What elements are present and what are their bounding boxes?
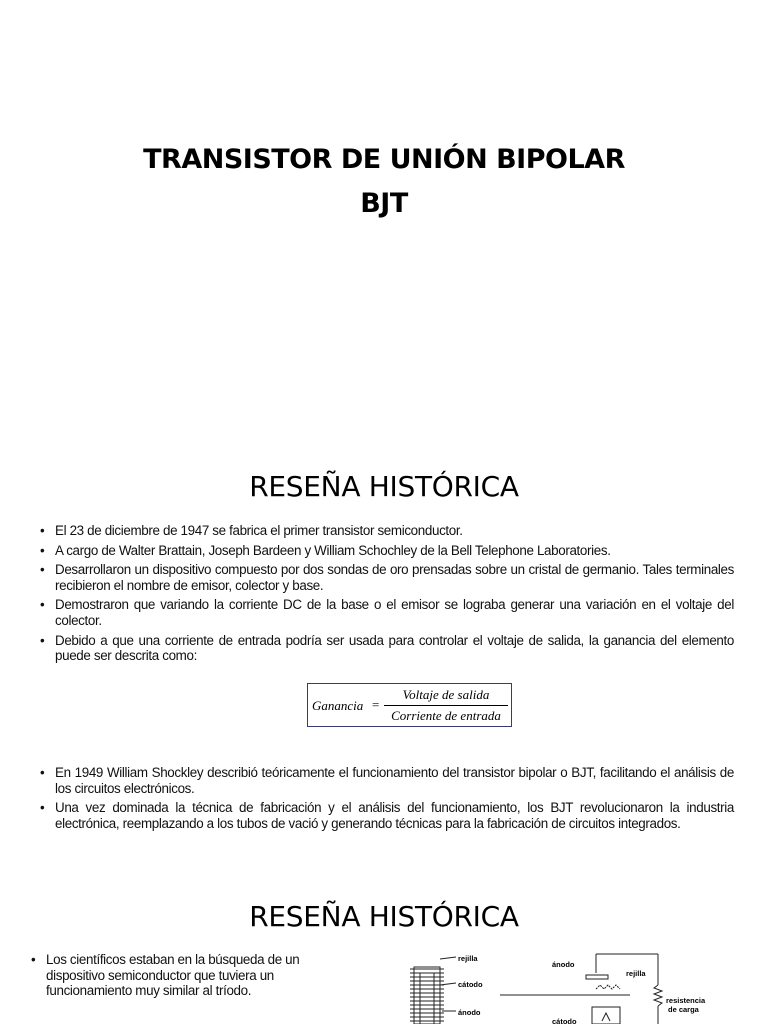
- list-item: • Los científicos estaban en la búsqueda de un dispositivo semiconductor que tuviera un funcionamiento muy similar al tríodo.: [28, 952, 333, 999]
- label-rejilla-right: rejilla: [626, 969, 646, 978]
- slide2-title: RESEÑA HISTÓRICA: [249, 470, 519, 503]
- list-item: • Demostraron que variando la corriente DC de la base o el emisor se lograba generar una variación en el voltaje del colector.: [37, 597, 734, 628]
- list-item: • El 23 de diciembre de 1947 se fabrica el primer transistor semiconductor.: [37, 523, 734, 539]
- label-anodo-left: ánodo: [458, 1008, 481, 1017]
- label-resistencia: resistencia: [666, 996, 706, 1005]
- formula-fraction-bar: [384, 705, 508, 706]
- list-item: • Una vez dominada la técnica de fabricación y el análisis del funcionamiento, los BJT revolucionaron la industria electrónica, reemplazando a los tubos de vació y generando técnicas para la fabricación de circuitos integrados.: [37, 800, 734, 831]
- list-item: • Debido a que una corriente de entrada podría ser usada para controlar el voltaje de salida, la ganancia del elemento puede ser descrita como:: [37, 633, 734, 664]
- slide2-bullet-list-bottom: [37, 765, 734, 835]
- gain-formula: [307, 683, 512, 727]
- triode-diagram: [400, 945, 720, 1024]
- triode-coil-illustration: [410, 957, 456, 1024]
- list-item: • En 1949 William Shockley describió teóricamente el funcionamiento del transistor bipolar o BJT, facilitando el análisis de los circuitos electrónicos.: [37, 765, 734, 796]
- formula-numerator: Voltaje de salida: [402, 687, 490, 702]
- triode-schematic: [500, 954, 662, 1024]
- slide1-title-line1: TRANSISTOR DE UNIÓN BIPOLAR: [143, 144, 625, 175]
- formula-equals: =: [372, 697, 380, 712]
- label-de-carga: de carga: [668, 1005, 699, 1014]
- slide2-bullet-list-top: [37, 523, 734, 668]
- slide1-title-line2: BJT: [360, 188, 408, 219]
- slide3-title: RESEÑA HISTÓRICA: [249, 900, 519, 933]
- formula-lhs: Ganancia: [312, 698, 364, 713]
- label-anodo-right: ánodo: [552, 960, 575, 969]
- list-item: • Desarrollaron un dispositivo compuesto por dos sondas de oro prensadas sobre un cristal de germanio. Tales terminales recibieron el nombre de emisor, colector y base.: [37, 562, 734, 593]
- label-rejilla-left: rejilla: [458, 954, 478, 963]
- list-item: • A cargo de Walter Brattain, Joseph Bardeen y William Schochley de la Bell Telephone Laboratories.: [37, 543, 734, 559]
- label-catodo-left: cátodo: [458, 980, 483, 989]
- label-catodo-right: cátodo: [552, 1017, 577, 1024]
- slide3-bullet-list: [28, 952, 333, 1003]
- formula-denominator: Corriente de entrada: [391, 708, 501, 723]
